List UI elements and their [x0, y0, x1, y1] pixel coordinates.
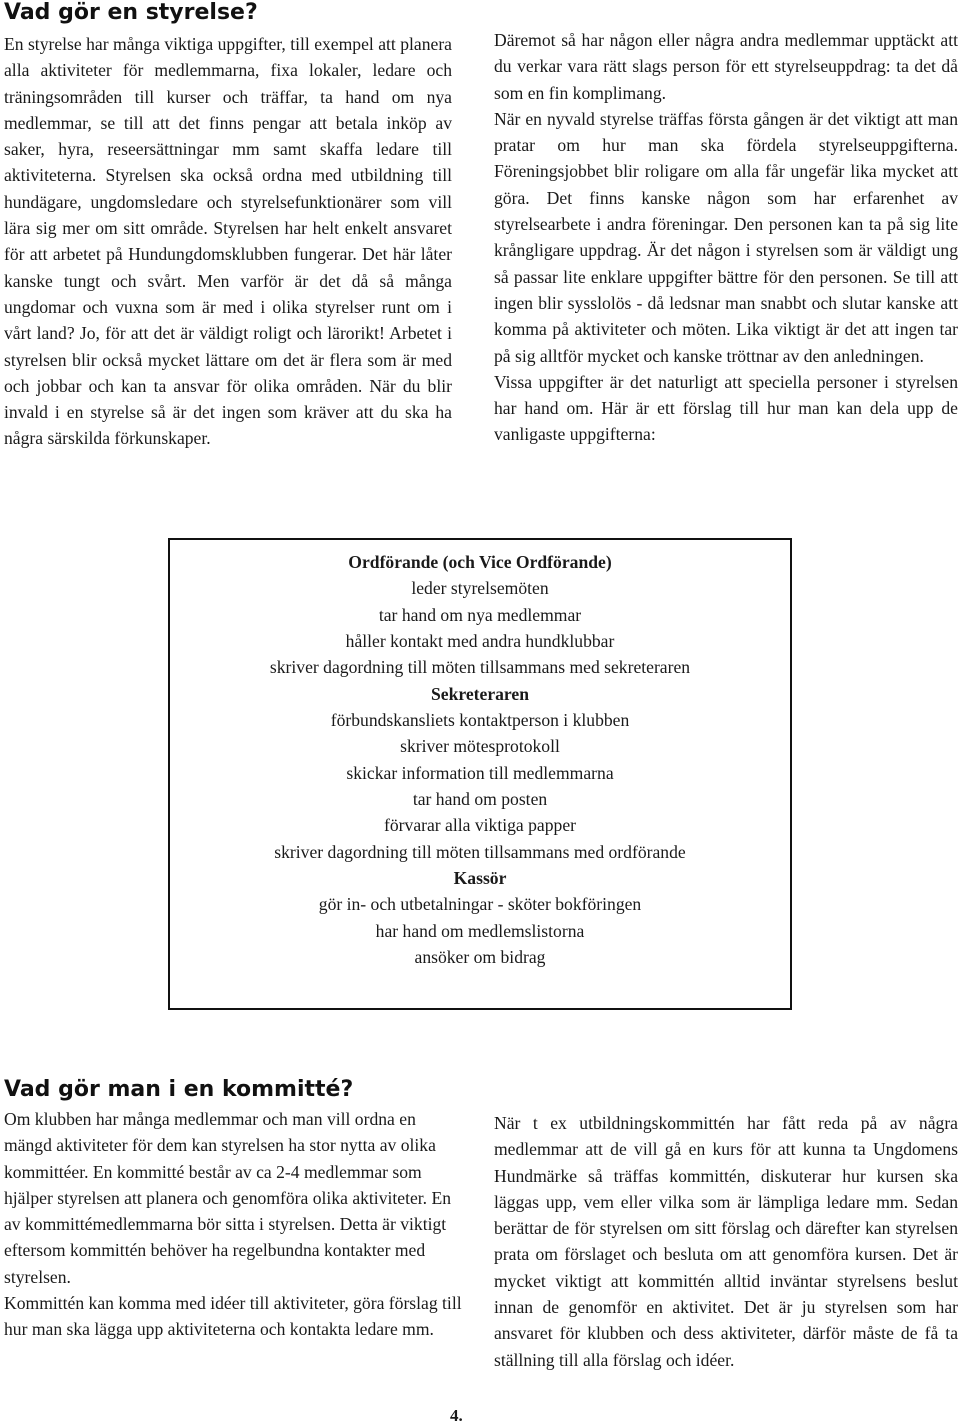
role-task: skickar information till medlemmarna	[346, 762, 614, 783]
role-task: håller kontakt med andra hundklubbar	[345, 631, 615, 652]
paragraph: Däremot så har någon eller några andra medlemmar upptäckt att du verkar vara rätt slags person för ett styrelseuppdrag: ta det då som en fin komplimang.	[494, 30, 958, 103]
role-title-sekreterare: Sekreteraren	[430, 683, 530, 704]
role-task: skriver mötesprotokoll	[400, 736, 560, 757]
role-task: leder styrelsemöten	[411, 578, 549, 599]
paragraph: Vissa uppgifter är det naturligt att speciella personer i styrelsen har hand om. Här är ett förslag till hur man kan dela upp de vanligaste uppgifterna:	[494, 371, 958, 445]
role-title-kassor: Kassör	[453, 868, 507, 889]
kommitte-left-column	[4, 1106, 466, 1343]
styrelse-right-column	[494, 27, 958, 448]
role-task: ansöker om bidrag	[414, 947, 546, 968]
role-task: gör in- och utbetalningar - sköter bokföringen	[318, 894, 642, 915]
role-task: förbundskansliets kontaktperson i klubben	[330, 710, 630, 731]
styrelse-left-column	[4, 31, 452, 452]
role-task: förvarar alla viktiga papper	[384, 815, 576, 836]
role-task: tar hand om nya medlemmar	[378, 604, 582, 625]
paragraph: Kommittén kan komma med idéer till aktiviteter, göra förslag till hur man ska lägga upp aktiviteterna och kontakta ledare mm.	[4, 1293, 462, 1340]
heading-kommitte: Vad gör man i en kommitté?	[4, 1077, 354, 1102]
heading-styrelse: Vad gör en styrelse?	[4, 0, 258, 25]
paragraph: Om klubben har många medlemmar och man vill ordna en mängd aktiviteter för dem kan styrelsen ha stor nytta av olika kommittéer. En kommitté består av ca 2-4 medlemmar som hjälper styrelsen att planera och genomföra olika aktiviteter. En av kommittémedlemmarna bör sitta i styrelsen. Detta är viktigt eftersom kommittén behöver ha regelbundna kontakter med styrelsen.	[4, 1109, 452, 1287]
paragraph: En styrelse har många viktiga uppgifter, till exempel att planera alla aktiviteter för medlemmarna, fixa lokaler, ledare och träningsområden till kurser och träffar, ta hand om nya medlemmar, se till att det finns pengar att betala inköp av saker, hyra, reseersättningar mm samt skaffa ledare till aktiviteterna. Styrelsen ska också ordna med utbildning till hundägare, ungdomsledare och styrelsefunktionärer som vill lära sig mer om sitt område. Styrelsen har helt enkelt ansvaret för att arbetet på Hundungdomsklubben fungerar. Det här låter kanske tungt och svårt. Men varför är det då så många ungdomar och vuxna som är med i olika styrelser runt om i vårt land? Jo, för att det är väldigt roligt och lärorikt! Arbetet i styrelsen blir också mycket lättare om det är flera som är med och jobbar och kan ta ansvar för olika områden. När du blir invald i en styrelse så är det ingen som kräver att du ska ha några särskilda förkunskaper.	[4, 34, 452, 449]
role-task: tar hand om posten	[412, 789, 548, 810]
role-task: skriver dagordning till möten tillsammans med sekreteraren	[269, 657, 691, 678]
role-task: skriver dagordning till möten tillsammans med ordförande	[274, 841, 686, 862]
role-title-ordforande: Ordförande (och Vice Ordförande)	[348, 552, 612, 572]
kommitte-right-column	[494, 1110, 958, 1373]
paragraph: När t ex utbildningskommittén har fått reda på av några medlemmar att de vill gå en kurs för att kunna ta Ungdomens Hundmärke så träffas kommittén, diskuterar hur kursen ska läggas upp, vem eller vilka som är lämpliga ledare mm. Sedan berättar de för styrelsen om sitt förslag och därefter kan styrelsen prata om förslaget och besluta om att genomföra kursen. Det är mycket viktigt att kommittén alltid inväntar styrelsens beslut innan de genomför en aktivitet. Det är ju styrelsen som har ansvaret för klubben och dess aktiviteter, därför måste de få ta ställning till alla förslag och idéer.	[494, 1113, 958, 1370]
paragraph: När en nyvald styrelse träffas första gången är det viktigt att man pratar om hur man ska fördela styrelseuppgifterna. Föreningsjobbet blir roligare om alla får ungefär lika mycket att göra. Det finns kanske någon som har erfarenhet av styrelsearbete i andra föreningar. Den personen kan ta på sig lite krångligare uppdrag. Är det någon i styrelsen som är väldigt ung så passar lite enklare uppgifter bättre för den personen. Se till att ingen blir sysslolös - då ledsnar man snabbt och slutar kanske att komma på aktiviteter och möten. Lika viktigt är det att ingen tar på sig alltför mycket och kanske tröttnar av den anledningen.	[494, 108, 958, 366]
page-number: 4.	[450, 1406, 463, 1425]
role-task: har hand om medlemslistorna	[375, 920, 585, 941]
roles-box	[168, 538, 792, 1010]
